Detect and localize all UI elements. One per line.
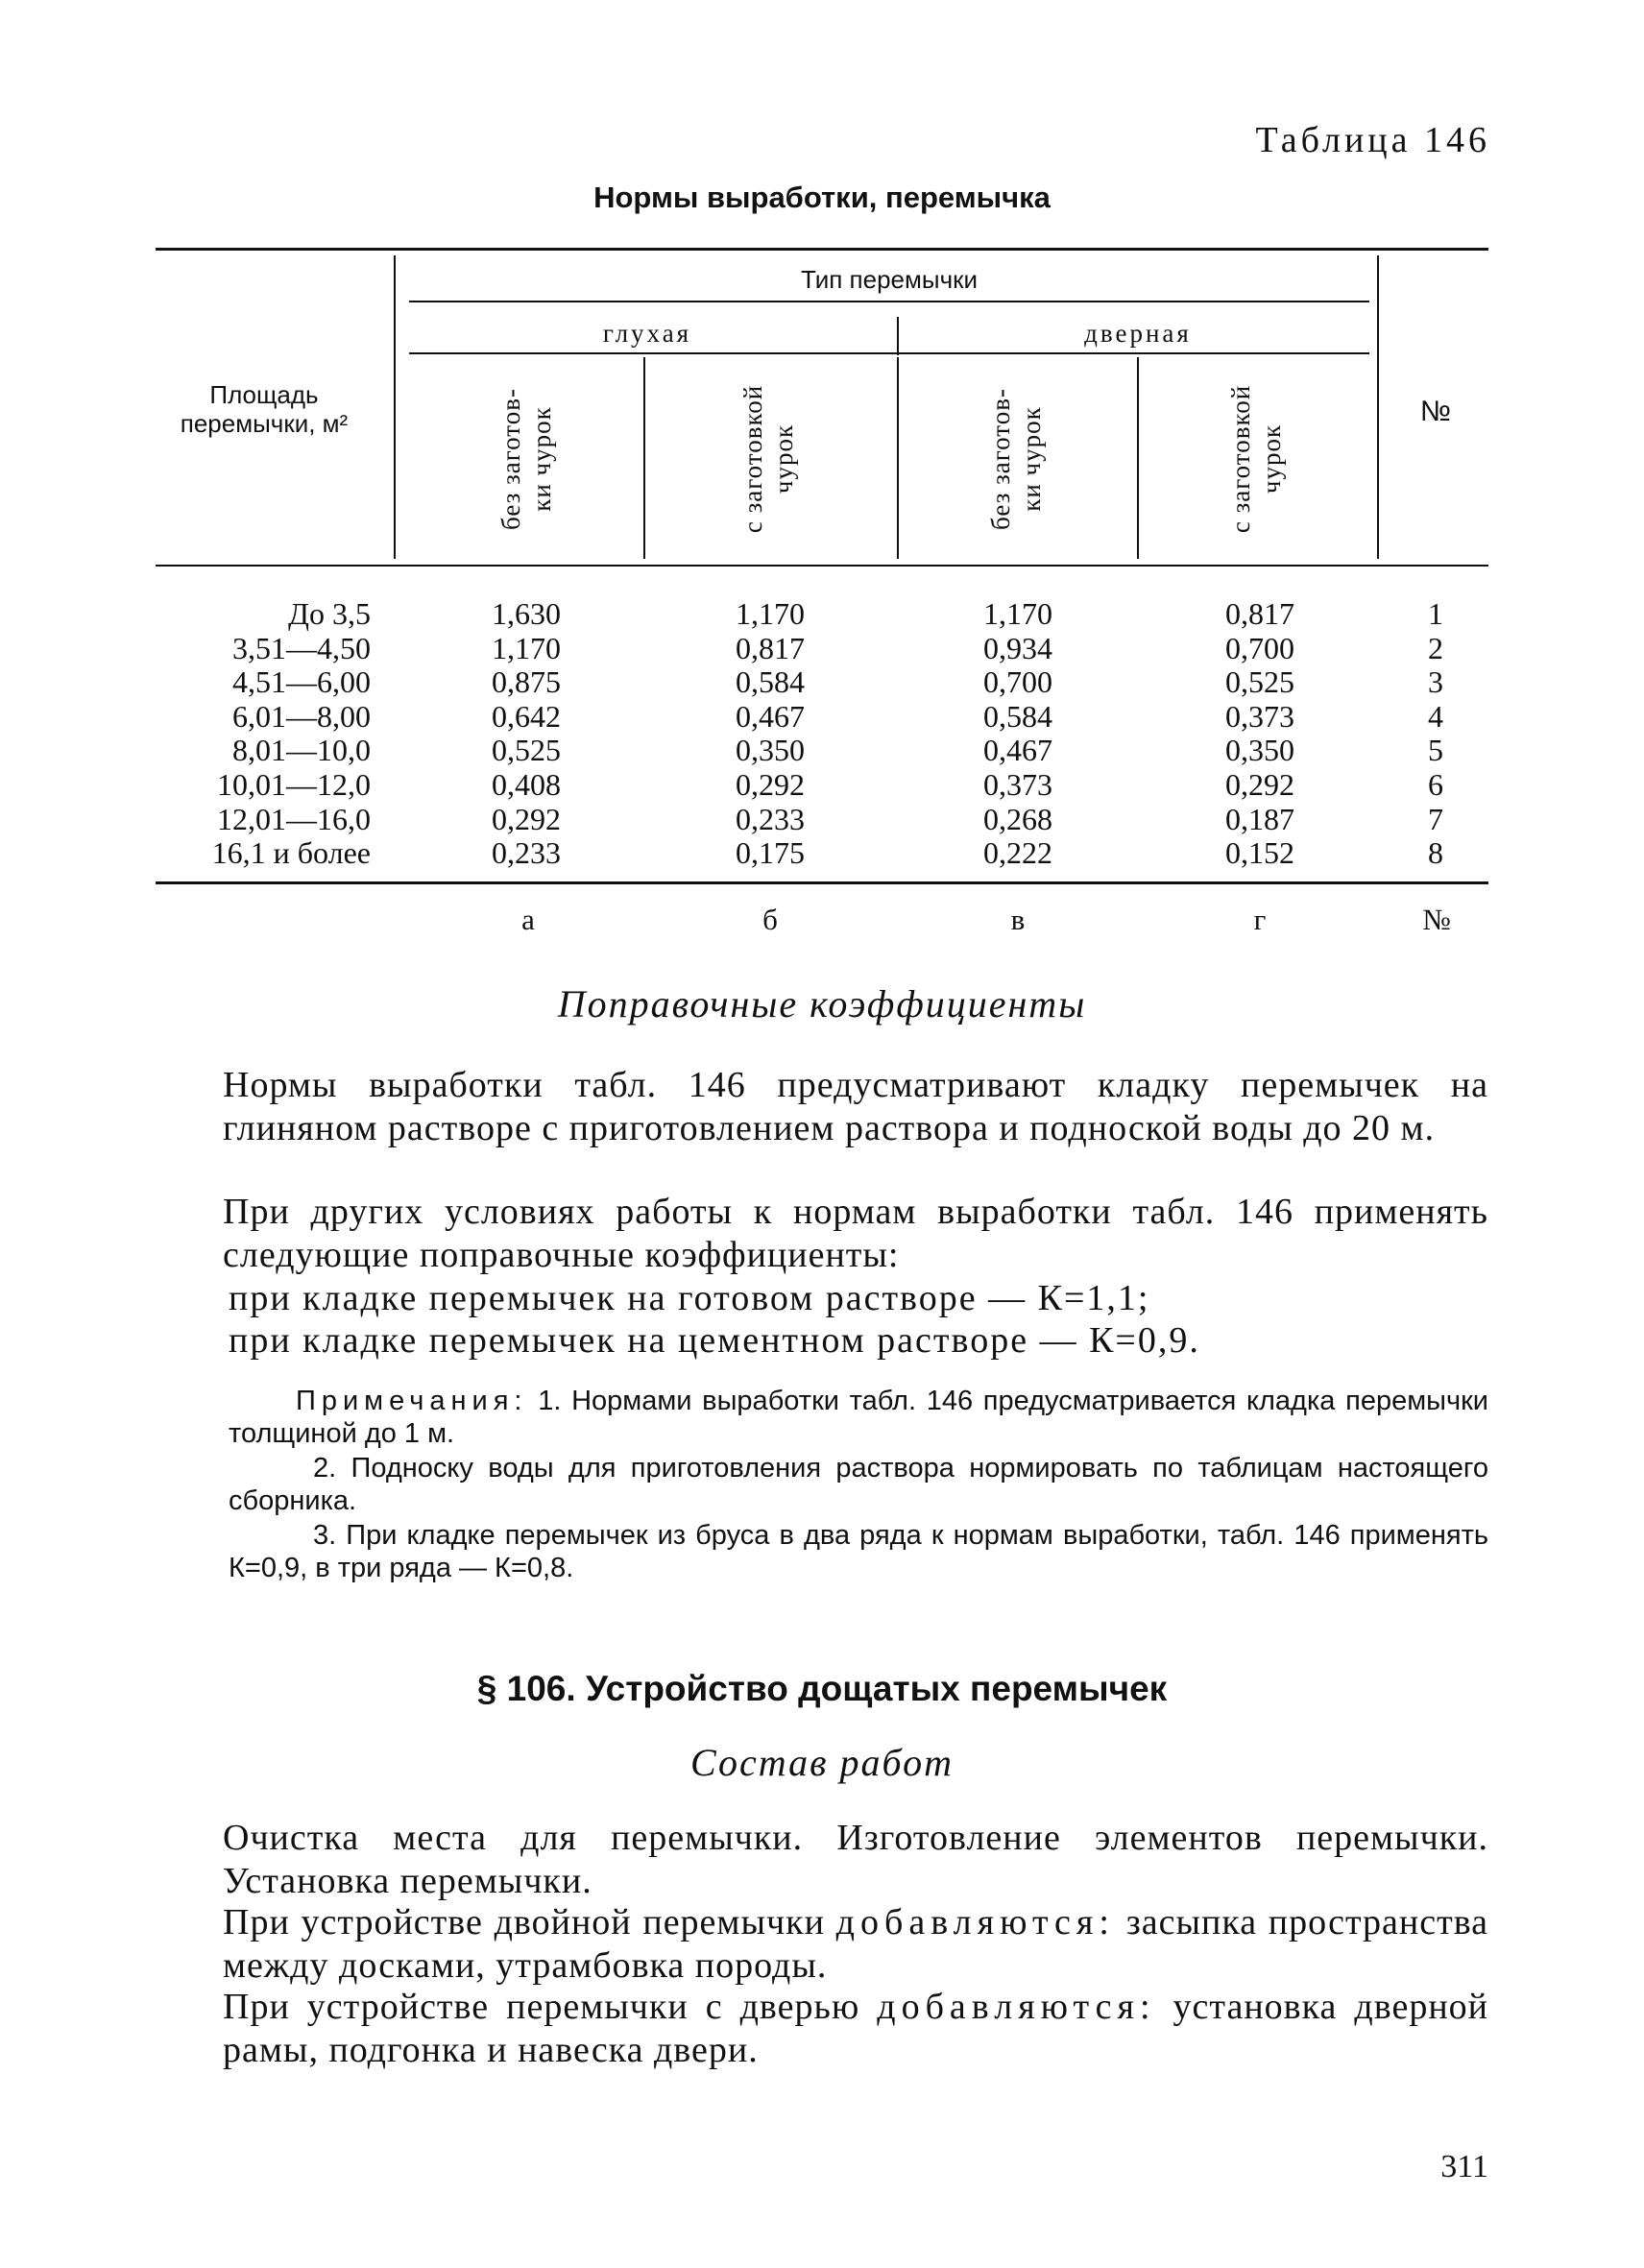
table-cell-a: 1,170	[492, 630, 561, 665]
column-key-g: г	[1253, 903, 1267, 936]
table-row-3-area: 4,51—6,00	[232, 664, 371, 700]
table-bottom-rule	[156, 881, 1488, 884]
type-header-rule	[409, 301, 1369, 302]
sub-header-a-line1: без заготов-	[496, 388, 525, 530]
table-cell-g: 0,525	[1225, 664, 1294, 700]
column-v	[943, 597, 1093, 871]
column-key-b: б	[762, 903, 778, 936]
table-row-1-area: До 3,5	[288, 596, 371, 631]
table-cell-g: 0,373	[1225, 698, 1294, 734]
notes-label: Примечания:	[296, 1386, 528, 1416]
group-blind-header: глухая	[602, 319, 692, 348]
section-paragraph-1: Очистка места для перемычки. Изготовление элементов перемычки. Установка перемычки.	[223, 1818, 1488, 1901]
table-cell-a: 0,875	[492, 664, 561, 700]
table-top-rule	[156, 248, 1488, 251]
table-cell-a: 0,408	[492, 766, 561, 802]
column-key-v: в	[1010, 903, 1026, 936]
note-1-text: 1. Нормами выработки табл. 146 предусматривается кладка перемычки толщиной до 1 м.	[229, 1386, 1488, 1449]
table-cell-number: 4	[1428, 698, 1443, 734]
table-cell-b: 0,350	[736, 733, 805, 768]
column-b	[695, 597, 845, 871]
sub-header-a-line2: ки чурок	[527, 406, 556, 512]
table-row-2-area: 3,51—4,50	[232, 630, 371, 665]
table-cell-b: 1,170	[736, 596, 805, 631]
table-cell-number: 3	[1428, 664, 1443, 700]
table-cell-b: 0,175	[736, 835, 805, 871]
sub-col-rule-1	[643, 357, 645, 559]
table-cell-v: 0,222	[983, 835, 1052, 871]
table-cell-g: 0,187	[1225, 801, 1294, 836]
note-2: 2. Подноску воды для приготовления раствора нормировать по таблицам настоящего сборника.	[229, 1453, 1488, 1516]
sub-header-b	[737, 385, 799, 533]
section-paragraph-2-rest: засыпка пространства между досками, утрамбовка породы.	[223, 1902, 1489, 1986]
table-cell-number: 7	[1428, 801, 1443, 836]
table-cell-b: 0,292	[736, 766, 805, 802]
table-cell-a: 0,525	[492, 733, 561, 768]
table-cell-b: 0,817	[736, 630, 805, 665]
table-title: Нормы выработки, перемычка	[593, 181, 1051, 214]
corrections-heading: Поправочные коэффициенты	[557, 982, 1087, 1025]
table-cell-b: 0,467	[736, 698, 805, 734]
table-cell-v: 0,700	[983, 664, 1052, 700]
sub-col-rule-2	[897, 357, 899, 559]
table-cell-g: 0,292	[1225, 766, 1294, 802]
sub-col-rule-3	[1137, 357, 1139, 559]
column-key-number: №	[1422, 903, 1451, 936]
type-header: Тип перемычки	[800, 265, 979, 294]
correction-line-2: при кладке перемычек на цементном растворе — К=0,9.	[229, 1320, 1200, 1361]
area-header	[144, 380, 384, 438]
table-cell-g: 0,152	[1225, 835, 1294, 871]
area-header-line2: перемычки, м²	[180, 409, 349, 438]
table-row-6-area: 10,01—12,0	[217, 766, 371, 802]
section-paragraph-3-lead: При устройстве перемычки с дверью	[223, 1987, 860, 2027]
correction-line-1: при кладке перемычек на готовом растворе — К=1,1;	[229, 1278, 1150, 1318]
table-cell-v: 0,268	[983, 801, 1052, 836]
area-column-rule	[394, 255, 396, 559]
table-cell-a: 0,292	[492, 801, 561, 836]
area-header-line1: Площадь	[209, 380, 319, 409]
table-cell-g: 0,700	[1225, 630, 1294, 665]
table-cell-b: 0,233	[736, 801, 805, 836]
section-paragraph-3-spaced: добавляются:	[877, 1987, 1156, 2027]
table-row-8-area: 16,1 и более	[211, 835, 371, 871]
table-label: Таблица 146	[1255, 120, 1490, 160]
section-paragraph-2	[223, 1901, 1488, 1988]
corrections-paragraph-1: Нормы выработки табл. 146 предусматривают кладку перемычек на глиняном растворе с приготовлением раствора и подноской воды до 20 м.	[223, 1065, 1488, 1148]
table-cell-b: 0,584	[736, 664, 805, 700]
section-subheading: Состав работ	[690, 1741, 954, 1784]
group-door-header: дверная	[1084, 319, 1192, 348]
sub-header-g-line2: чурок	[1257, 423, 1286, 495]
sub-header-v-line2: ки чурок	[1017, 406, 1046, 512]
table-cell-number: 1	[1428, 596, 1443, 631]
table-cell-g: 0,350	[1225, 733, 1294, 768]
sub-header-g	[1225, 385, 1287, 533]
sub-header-v	[985, 388, 1047, 530]
table-cell-a: 0,233	[492, 835, 561, 871]
number-header: №	[1419, 396, 1452, 427]
sub-header-a	[496, 388, 557, 530]
table-row-7-area: 12,01—16,0	[217, 801, 371, 836]
table-cell-v: 0,373	[983, 766, 1052, 802]
group-header-rule	[409, 352, 1369, 354]
table-row-4-area: 6,01—8,00	[232, 698, 371, 734]
table-cell-a: 1,630	[492, 596, 561, 631]
section-paragraph-3	[223, 1986, 1488, 2072]
table-cell-g: 0,817	[1225, 596, 1294, 631]
note-3: 3. При кладке перемычек из бруса в два ряда к нормам выработки, табл. 146 применять К=0,9, в три ряда — К=0,8.	[229, 1520, 1488, 1583]
table-cell-v: 0,467	[983, 733, 1052, 768]
section-paragraph-2-spaced: добавляются:	[835, 1902, 1115, 1942]
sub-header-v-line1: без заготов-	[986, 388, 1015, 530]
table-cell-number: 5	[1428, 733, 1443, 768]
table-row-5-area: 8,01—10,0	[232, 733, 371, 768]
section-paragraph-2-lead: При устройстве двойной перемычки	[223, 1902, 825, 1942]
sub-header-g-line1: с заготовкой	[1226, 384, 1255, 534]
column-key-a: а	[521, 903, 535, 936]
note-1	[229, 1385, 1488, 1450]
corrections-paragraph-2: При других условиях работы к нормам выработки табл. 146 применять следующие поправочные коэффициенты:	[223, 1192, 1488, 1275]
table-cell-number: 8	[1428, 835, 1443, 871]
group-divider-rule	[897, 317, 899, 355]
sub-header-b-line2: чурок	[769, 423, 798, 495]
column-g	[1185, 597, 1335, 871]
sub-header-b-line1: с заготовкой	[738, 384, 767, 534]
table-cell-v: 1,170	[983, 596, 1052, 631]
page-number: 311	[1440, 2149, 1488, 2184]
area-column	[144, 597, 371, 871]
table-cell-v: 0,584	[983, 698, 1052, 734]
header-bottom-rule	[156, 565, 1488, 567]
column-number	[1392, 597, 1479, 871]
table-cell-v: 0,934	[983, 630, 1052, 665]
table-cell-number: 2	[1428, 630, 1443, 665]
table-cell-a: 0,642	[492, 698, 561, 734]
column-a	[451, 597, 601, 871]
number-column-rule	[1377, 255, 1379, 559]
section-title: § 106. Устройство дощатых перемычек	[476, 1669, 1168, 1708]
section-paragraph-3-rest: установка дверной рамы, подгонка и навеска двери.	[223, 1987, 1488, 2070]
table-cell-number: 6	[1428, 766, 1443, 802]
